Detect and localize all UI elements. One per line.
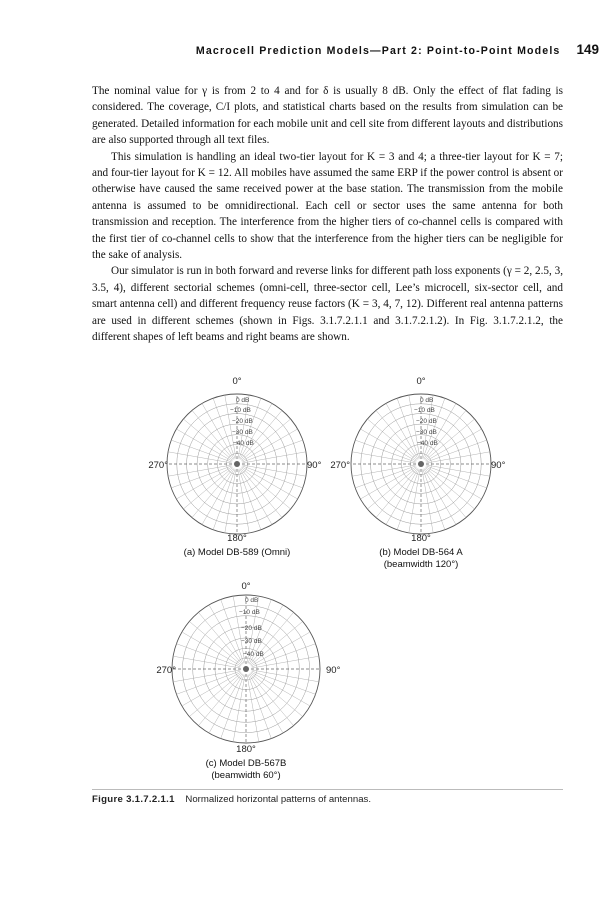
db-label-40-b: −40 dB [417,440,438,447]
caption-rule [92,789,563,790]
grid-spoke [367,419,416,460]
polar-grid-c [172,595,320,743]
figure-caption-text: Normalized horizontal patterns of antennas. [185,794,371,805]
grid-center [418,461,424,467]
plot-caption-c-line2: (beamwidth 60°) [211,770,281,781]
grid-spoke [183,419,232,460]
angle-label-left-b: 270° [330,460,350,471]
grid-spoke [233,675,245,742]
angle-label-bottom-b: 180° [411,533,431,544]
paragraph-2: This simulation is handling an ideal two-tier layout for K = 3 and 4; a three-tier layout for K = 7; and four-tier layout for K = 12. All mobiles have assumed the same ERP if the power control is absent or otherwise have caused the same received power at the base station. The transmission from the mobile antenna is assumed to be omnidirectional. Each cell or sector uses the same antenna for both transmission and reception. The interference from the higher tiers of co-channel cells is compared with the first tier of co-channel cells to show that the interference from the higher tiers can be negligible for the sake of analysis. [92,150,563,262]
grid-spoke [422,395,433,458]
grid-spoke [422,470,433,533]
db-label-0-b: 0 dB [420,397,434,404]
grid-spoke [247,675,259,742]
figure-caption [92,794,563,805]
angle-label-left-a: 270° [148,460,168,471]
angle-label-top-b: 0° [416,376,426,387]
grid-center [243,666,249,672]
grid-spoke [189,673,241,717]
db-label-10-c: −10 dB [239,609,260,616]
plot-caption-b-line1: (b) Model DB-564 A [379,547,463,558]
grid-spoke [192,410,233,459]
figure-label: Figure 3.1.7.2.1.1 [92,794,175,805]
angle-label-left-c: 270° [156,665,176,676]
grid-spoke [425,468,474,509]
page-number: 149 [576,42,599,57]
grid-spoke [225,395,236,458]
grid-spoke [409,470,420,533]
polar-grid-b [351,394,491,534]
db-label-10-b: −10 dB [414,407,435,414]
grid-spoke [376,410,417,459]
db-label-0-c: 0 dB [245,597,259,604]
angle-label-bottom-c: 180° [236,744,256,755]
grid-spoke [367,468,416,509]
db-label-30-b: −30 dB [416,429,437,436]
db-label-40-c: −40 dB [243,651,264,658]
grid-spoke [198,674,242,726]
db-label-20-c: −20 dB [241,625,262,632]
paragraph-3: Our simulator is run in both forward and reverse links for different path loss exponents (γ = 2, 2.5, 3, 3.5, 4), different sectorial schemes (omni-cell, three-sector cell, Lee’s microcell, six-sector cell, and smart antenna cell) and different frequency reuse factors (K = 3, 4, 7, 12). Different real antenna patterns are used in different schemes (shown in Figs. 3.1.7.2.1.1 and 3.1.7.2.1.2). In Fig. 3.1.7.2.1.2, the different shapes of left beams and right beams are shown. [92,265,563,344]
db-label-20-a: −20 dB [232,418,253,425]
db-label-30-a: −30 dB [232,429,253,436]
angle-label-bottom-a: 180° [227,533,247,544]
grid-spoke [192,468,233,517]
grid-spoke [241,468,282,517]
grid-spoke [183,468,232,509]
plot-caption-a: (a) Model DB-589 (Omni) [183,547,291,558]
grid-spoke [243,465,306,476]
grid-spoke [352,452,415,463]
polar-plot-c [156,581,340,781]
grid-spoke [425,468,466,517]
grid-spoke [252,670,319,682]
db-label-20-b: −20 dB [416,418,437,425]
paragraph-1: The nominal value for γ is from 2 to 4 and for δ is usually 8 dB. Only the effect of flat fading is considered. The coverage, C/I plots, and statistical charts based on the results from simulation can be generated. Detailed information for each mobile unit and cell site from different layouts and distributions are also supported through all text files. [92,85,563,147]
grid-center [234,461,240,467]
plot-caption-b-line2: (beamwidth 120°) [383,559,459,570]
polar-plot-b [330,376,505,570]
grid-spoke [225,470,236,533]
grid-spoke [173,670,240,682]
running-title: Macrocell Prediction Models—Part 2: Point-to-Point Models [195,45,561,57]
db-label-40-a: −40 dB [233,440,254,447]
grid-spoke [427,452,490,463]
grid-spoke [189,621,241,665]
db-label-10-a: −10 dB [230,407,251,414]
grid-spoke [238,395,249,458]
grid-spoke [250,674,294,726]
grid-spoke [168,465,231,476]
grid-spoke [238,470,249,533]
polar-plot-a [148,376,321,558]
grid-spoke [168,452,231,463]
grid-spoke [352,465,415,476]
grid-spoke [198,612,242,664]
angle-label-right-a: 90° [307,460,322,471]
grid-spoke [409,395,420,458]
grid-spoke [241,468,290,509]
db-label-30-c: −30 dB [241,638,262,645]
grid-spoke [251,673,303,717]
angle-label-right-c: 90° [326,665,341,676]
grid-spoke [243,452,306,463]
grid-spoke [376,468,417,517]
plot-caption-c-line1: (c) Model DB-567B [205,758,287,769]
polar-grid-a [167,394,307,534]
grid-spoke [427,465,490,476]
angle-label-right-b: 90° [491,460,506,471]
angle-label-top-c: 0° [241,581,251,592]
db-label-0-a: 0 dB [236,397,250,404]
grid-spoke [173,656,240,668]
angle-label-top-a: 0° [232,376,242,387]
